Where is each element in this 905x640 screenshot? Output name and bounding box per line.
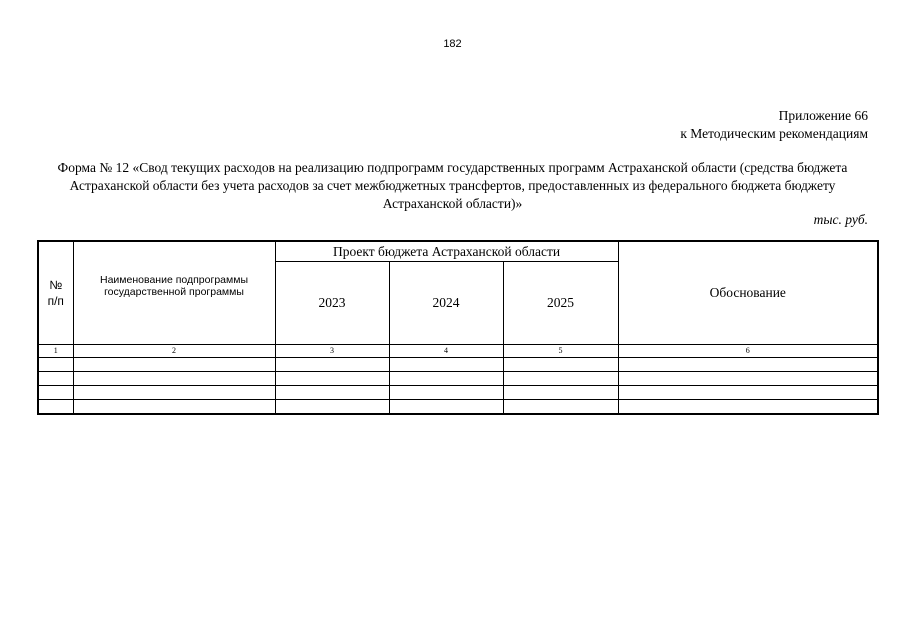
header-justification: Обоснование (618, 241, 878, 345)
budget-table (37, 240, 879, 415)
column-number-row (38, 345, 878, 358)
table-cell (618, 358, 878, 372)
appendix-line-2: к Методическим рекомендациям (680, 126, 868, 141)
table-cell (389, 400, 503, 415)
page-number: 182 (443, 38, 462, 50)
column-number: 1 (38, 345, 73, 358)
header-row-number-line-2: п/п (47, 294, 64, 308)
table-cell (73, 400, 275, 415)
table-cell (503, 372, 618, 386)
table-row (38, 372, 878, 386)
table-cell (38, 372, 73, 386)
table-cell (503, 358, 618, 372)
appendix-line-1: Приложение 66 (778, 108, 868, 123)
header-row-number-line-1: № (49, 278, 63, 292)
table-cell (618, 386, 878, 400)
table-cell (73, 372, 275, 386)
column-number: 5 (503, 345, 618, 358)
form-title: Форма № 12 «Свод текущих расходов на реализацию подпрограмм государственных программ Астраханской области (средства бюджета Астраханской области без учета расходов за счет межбюджетных трансфертов, предоставленных из федерального бюджета бюджету Астраханской области)» (57, 160, 848, 211)
table-cell (73, 358, 275, 372)
header-subprogram-name-text: Наименование подпрограммы государственной программы (100, 274, 248, 298)
units-label: тыс. руб. (813, 212, 868, 227)
table-cell (503, 386, 618, 400)
table-row (38, 400, 878, 415)
table-cell (503, 400, 618, 415)
table-row (38, 386, 878, 400)
table-cell (389, 386, 503, 400)
header-year-2023: 2023 (275, 262, 389, 345)
column-number: 4 (389, 345, 503, 358)
header-row-number (38, 241, 73, 345)
column-number: 3 (275, 345, 389, 358)
table-cell (38, 400, 73, 415)
header-subprogram-name (73, 241, 275, 345)
table-row (38, 358, 878, 372)
header-year-2024: 2024 (389, 262, 503, 345)
table-cell (38, 358, 73, 372)
header-budget-project: Проект бюджета Астраханской области (275, 241, 618, 262)
appendix-reference (680, 107, 868, 143)
table-cell (618, 372, 878, 386)
table-cell (275, 386, 389, 400)
table-cell (275, 372, 389, 386)
table-cell (38, 386, 73, 400)
table-cell (73, 386, 275, 400)
table-cell (275, 400, 389, 415)
table-cell (389, 372, 503, 386)
header-year-2025: 2025 (503, 262, 618, 345)
table-cell (275, 358, 389, 372)
column-number: 2 (73, 345, 275, 358)
table-cell (389, 358, 503, 372)
table-cell (618, 400, 878, 415)
column-number: 6 (618, 345, 878, 358)
